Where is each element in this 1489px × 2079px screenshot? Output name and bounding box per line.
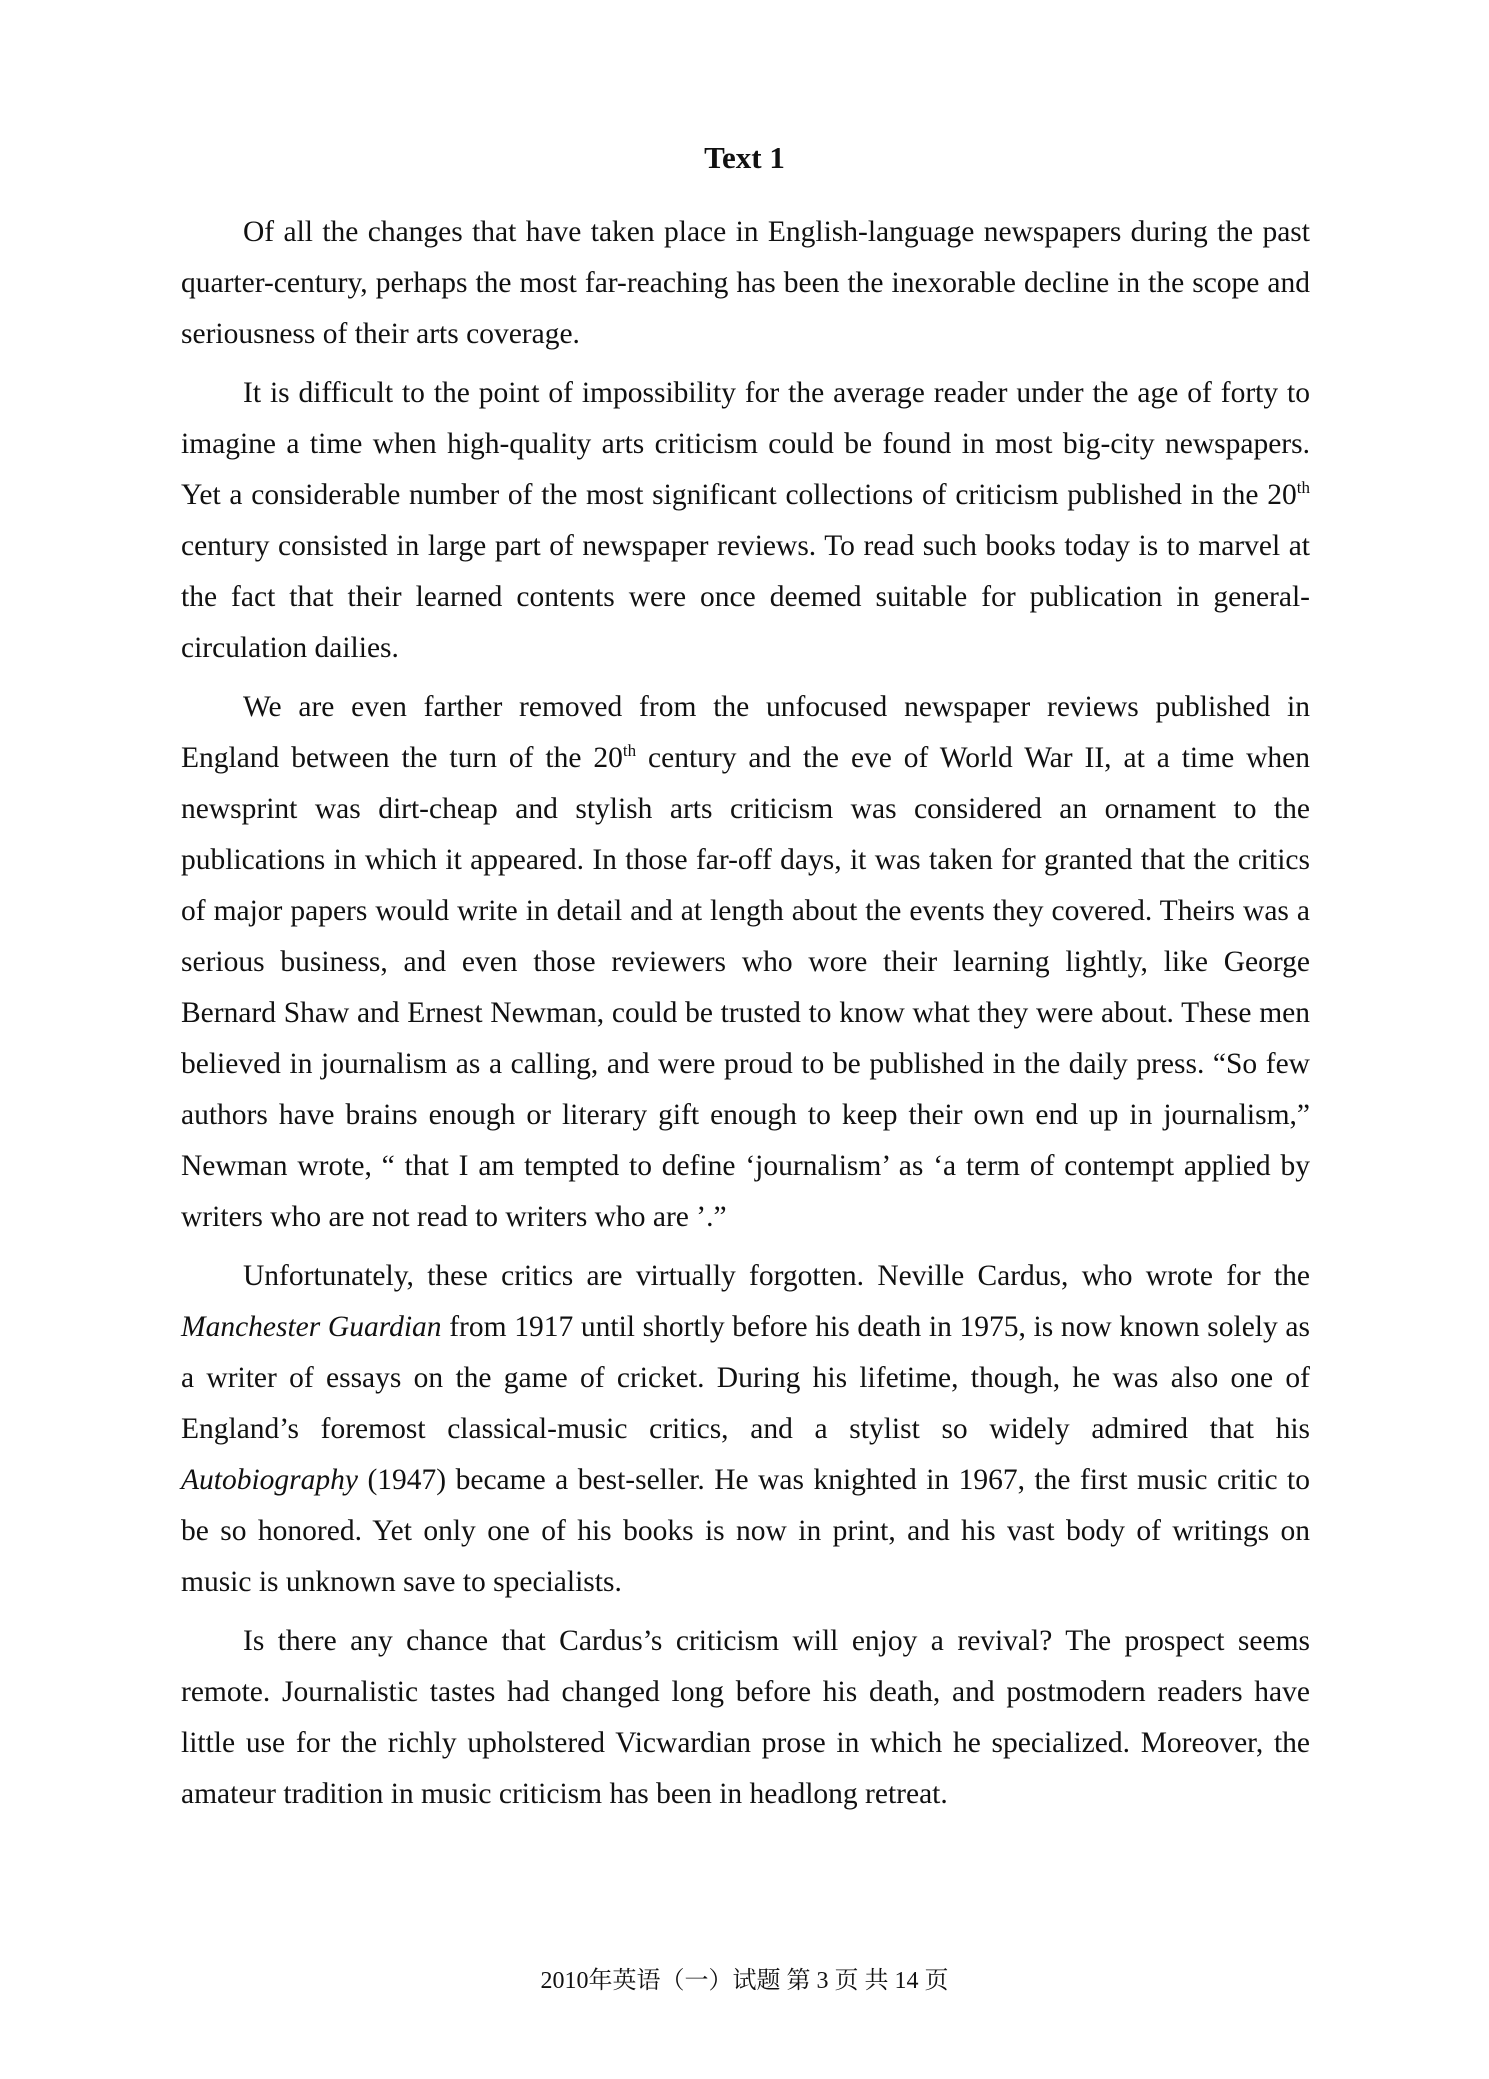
paragraph-3-text-a: We are even farther removed from the unfocused newspaper reviews published in England between the turn of the 20 xyxy=(181,691,1310,774)
paragraph-3-text-b: century and the eve of World War II, at a time when newsprint was dirt-cheap and stylish arts criticism was considered an ornament to the publications in which it appeared. In those far-off days, it was taken for granted that the critics of major papers would write in detail and at length about the events they covered. Theirs was a serious business, and even those reviewers who wore their learning lightly, like George Bernard Shaw and Ernest Newman, could be trusted to know what they were about. These men believed in journalism as a calling, and were proud to be published in the daily press. “So few authors have brains enough or literary gift enough to keep their own end up in journalism,” Newman wrote, “ that I am tempted to define ‘journalism’ as ‘a term of contempt applied by writers who are not read to writers who are ’.” xyxy=(181,742,1310,1233)
passage-body xyxy=(181,207,1310,1828)
paragraph-5 xyxy=(181,1616,1310,1820)
page-footer: 2010年英语（一）试题 第 3 页 共 14 页 xyxy=(540,1968,949,1994)
paragraph-3 xyxy=(181,682,1310,1243)
page-title: Text 1 xyxy=(704,140,785,175)
paragraph-4-text-b: from 1917 until shortly before his death in 1975, is now known solely as a writer of essays on the game of cricket. During his lifetime, though, he was also one of England’s foremost classical-music critics, and a stylist so widely admired that his xyxy=(181,1311,1310,1445)
ordinal-suffix: th xyxy=(622,741,637,761)
paragraph-2-text-b: century consisted in large part of newspaper reviews. To read such books today is to marvel at the fact that their learned contents were once deemed suitable for publication in general-circulation dailies. xyxy=(181,530,1310,664)
book-title: Autobiography xyxy=(181,1464,358,1496)
paragraph-2-text-a: It is difficult to the point of impossibility for the average reader under the age of forty to imagine a time when high-quality arts criticism could be found in most big-city newspapers. Yet a considerable number of the most significant collections of criticism published in the 20 xyxy=(181,377,1310,511)
paragraph-5-text: Is there any chance that Cardus’s criticism will enjoy a revival? The prospect seems remote. Journalistic tastes had changed long before his death, and postmodern readers have little use for the richly upholstered Vicwardian prose in which he specialized. Moreover, the amateur tradition in music criticism has been in headlong retreat. xyxy=(181,1625,1310,1810)
paragraph-4-text-a: Unfortunately, these critics are virtually forgotten. Neville Cardus, who wrote for the xyxy=(243,1260,1310,1292)
newspaper-title: Manchester Guardian xyxy=(181,1311,442,1343)
ordinal-suffix: th xyxy=(1296,478,1310,498)
paragraph-4-text-c: (1947) became a best-seller. He was knighted in 1967, the first music critic to be so honored. Yet only one of his books is now in print, and his vast body of writings on music is unknown save to specialists. xyxy=(181,1464,1310,1598)
paragraph-4 xyxy=(181,1251,1310,1608)
paragraph-2 xyxy=(181,368,1310,674)
paragraph-1 xyxy=(181,207,1310,360)
paragraph-1-text: Of all the changes that have taken place in English-language newspapers during the past quarter-century, perhaps the most far-reaching has been the inexorable decline in the scope and seriousness of their arts coverage. xyxy=(181,216,1310,350)
